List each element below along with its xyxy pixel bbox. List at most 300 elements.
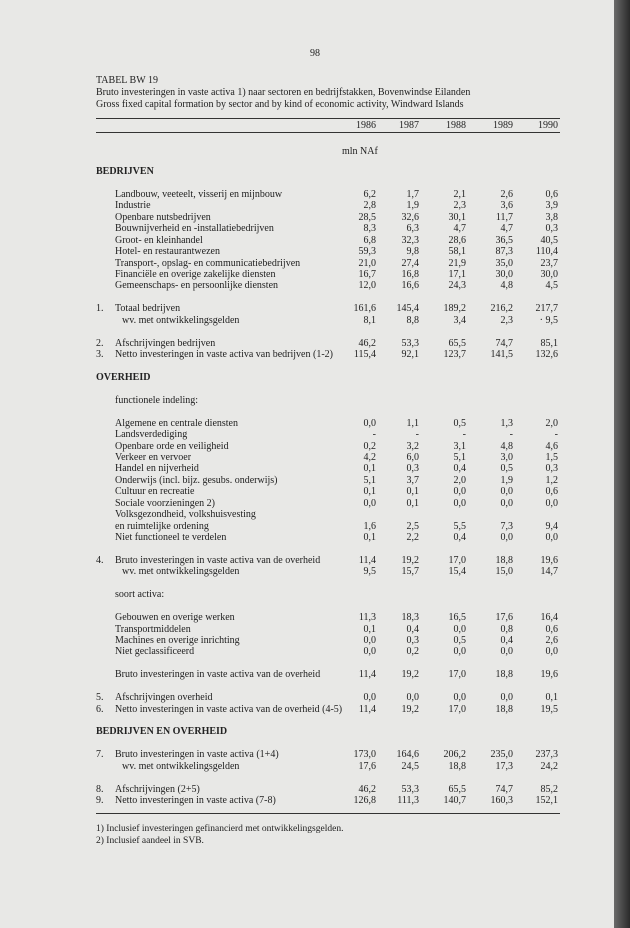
- value-cell: 0,5: [453, 634, 466, 646]
- value-cell: 30,0: [495, 268, 513, 280]
- table-row: [96, 246, 560, 257]
- value-cell: 24,2: [540, 760, 558, 772]
- row-label: Cultuur en recreatie: [115, 486, 195, 498]
- value-cell: 115,4: [353, 349, 376, 360]
- table-row: [96, 612, 560, 623]
- spacer-row: [96, 326, 560, 337]
- value-cell: 19,2: [401, 554, 419, 566]
- value-cell: 1,2: [545, 474, 558, 486]
- value-cell: 0,0: [500, 486, 513, 498]
- value-cell: 28,6: [448, 234, 466, 246]
- value-cell: 216,2: [490, 303, 513, 315]
- value-cell: 140,7: [443, 795, 466, 807]
- table-row: [96, 315, 560, 326]
- spacer-row: [96, 681, 560, 692]
- value-cell: 36,5: [495, 234, 513, 246]
- value-cell: 6,0: [406, 451, 419, 463]
- value-cell: -: [462, 429, 466, 441]
- footnote-1: 1) Inclusief investeringen gefinancierd met ontwikkelingsgelden.: [96, 824, 344, 834]
- value-cell: 17,0: [448, 703, 466, 715]
- value-cell: 11,4: [358, 669, 376, 681]
- table-row: [96, 646, 560, 657]
- row-label: wv. met ontwikkelingsgelden: [122, 566, 240, 578]
- row-label: Gemeenschaps- en persoonlijke diensten: [115, 280, 279, 292]
- value-cell: 0,1: [363, 486, 376, 498]
- row-label: functionele indeling:: [115, 394, 199, 406]
- value-cell: 92,1: [401, 349, 419, 360]
- value-cell: 1,5: [545, 451, 558, 463]
- row-label: Afschrijvingen bedrijven: [115, 337, 216, 349]
- value-cell: 21,9: [448, 257, 466, 269]
- spacer-row: [96, 360, 560, 371]
- value-cell: 4,8: [500, 280, 513, 292]
- row-label: Totaal bedrijven: [115, 303, 181, 315]
- value-cell: 53,3: [401, 337, 419, 349]
- year-header: [96, 120, 560, 132]
- row-label: Algemene en centrale diensten: [115, 417, 238, 429]
- value-cell: 1,6: [363, 520, 376, 532]
- value-cell: 85,1: [540, 337, 558, 349]
- value-cell: 40,5: [540, 234, 558, 246]
- value-cell: 2,0: [453, 474, 466, 486]
- value-cell: 0,0: [453, 692, 466, 704]
- value-cell: 17,0: [448, 554, 466, 566]
- value-cell: 1,1: [406, 417, 419, 429]
- value-cell: 0,6: [545, 486, 558, 498]
- value-cell: 11,7: [495, 211, 513, 223]
- table-row: [96, 555, 560, 566]
- table-row: [96, 349, 560, 360]
- value-cell: 0,0: [500, 692, 513, 704]
- spacer-row: [96, 383, 560, 394]
- value-cell: 173,0: [353, 749, 376, 761]
- value-cell: 0,0: [545, 497, 558, 509]
- row-label: Onderwijs (incl. bijz. gesubs. onderwijs): [115, 474, 278, 486]
- table-row: [96, 669, 560, 680]
- value-cell: 19,6: [540, 554, 558, 566]
- row-label: Bouwnijverheid en -installatiebedrijven: [115, 223, 274, 235]
- value-cell: 21,0: [358, 257, 376, 269]
- row-label: Machines en overige inrichting: [115, 634, 240, 646]
- value-cell: 161,6: [353, 303, 376, 315]
- row-label: wv. met ontwikkelingsgelden: [122, 314, 240, 326]
- value-cell: 0,0: [363, 497, 376, 509]
- table-row: [96, 200, 560, 211]
- value-cell: 164,6: [396, 749, 419, 761]
- value-cell: 0,0: [363, 692, 376, 704]
- value-cell: 4,8: [500, 440, 513, 452]
- spacer-row: [96, 578, 560, 589]
- spacer-row: [96, 177, 560, 188]
- value-cell: 152,1: [535, 795, 558, 807]
- value-cell: 1,9: [406, 200, 419, 212]
- value-cell: 9,8: [406, 246, 419, 258]
- table-row: [96, 498, 560, 509]
- value-cell: 8,3: [363, 223, 376, 235]
- top-rule: [96, 118, 560, 119]
- value-cell: 0,0: [500, 497, 513, 509]
- table-row: [96, 223, 560, 234]
- value-cell: 0,0: [500, 532, 513, 543]
- value-cell: 32,3: [401, 234, 419, 246]
- value-cell: 111,3: [397, 795, 419, 807]
- value-cell: 11,4: [358, 554, 376, 566]
- value-cell: -: [415, 429, 419, 441]
- value-cell: 3,0: [500, 451, 513, 463]
- value-cell: 0,3: [545, 463, 558, 475]
- value-cell: 19,2: [401, 669, 419, 681]
- value-cell: 35,0: [495, 257, 513, 269]
- value-cell: 18,3: [401, 612, 419, 624]
- row-label: Sociale voorzieningen 2): [115, 497, 215, 509]
- row-label: Landsverdediging: [115, 429, 188, 441]
- table-row: [96, 566, 560, 577]
- value-cell: 59,3: [358, 246, 376, 258]
- value-cell: 2,1: [453, 188, 466, 200]
- value-cell: 141,5: [490, 349, 513, 360]
- value-cell: 32,6: [401, 211, 419, 223]
- value-cell: 0,4: [453, 463, 466, 475]
- value-cell: 15,4: [448, 566, 466, 578]
- value-cell: 16,5: [448, 612, 466, 624]
- row-label: Openbare nutsbedrijven: [115, 211, 211, 223]
- value-cell: -: [554, 429, 558, 441]
- value-cell: 0,0: [500, 646, 513, 658]
- value-cell: 8,1: [363, 314, 376, 326]
- value-cell: 132,6: [535, 349, 558, 360]
- value-cell: 24,5: [401, 760, 419, 772]
- table-id: TABEL BW 19: [96, 75, 158, 86]
- value-cell: 5,1: [453, 451, 466, 463]
- row-label: Groot- en kleinhandel: [115, 234, 203, 246]
- table-row: [96, 418, 560, 429]
- value-cell: 8,8: [406, 314, 419, 326]
- value-cell: 17,6: [495, 612, 513, 624]
- year-1987: 1987: [399, 120, 419, 131]
- year-1990: 1990: [538, 120, 558, 131]
- row-label: BEDRIJVEN EN OVERHEID: [96, 726, 228, 738]
- value-cell: 0,8: [500, 623, 513, 635]
- row-number: 1.: [96, 303, 104, 315]
- value-cell: 235,0: [490, 749, 513, 761]
- table-row: [96, 235, 560, 246]
- value-cell: 2,6: [500, 188, 513, 200]
- value-cell: 85,2: [540, 783, 558, 795]
- value-cell: 0,6: [545, 188, 558, 200]
- spacer-row: [96, 601, 560, 612]
- value-cell: 0,0: [453, 497, 466, 509]
- row-label: en ruimtelijke ordening: [115, 520, 209, 532]
- value-cell: 16,8: [401, 268, 419, 280]
- value-cell: 0,1: [406, 486, 419, 498]
- table-row: [96, 486, 560, 497]
- footnote-2: 2) Inclusief aandeel in SVB.: [96, 836, 204, 846]
- row-number: 3.: [96, 349, 104, 360]
- value-cell: 16,6: [401, 280, 419, 292]
- value-cell: 15,7: [401, 566, 419, 578]
- value-cell: 0,1: [363, 532, 376, 543]
- value-cell: 3,4: [453, 314, 466, 326]
- value-cell: 0,2: [363, 440, 376, 452]
- value-cell: 28,5: [358, 211, 376, 223]
- table-row: [96, 463, 560, 474]
- value-cell: 237,3: [535, 749, 558, 761]
- value-cell: 12,0: [358, 280, 376, 292]
- value-cell: 2,3: [500, 314, 513, 326]
- value-cell: 24,3: [448, 280, 466, 292]
- value-cell: 0,0: [545, 532, 558, 543]
- row-label: Niet functioneel te verdelen: [115, 532, 227, 543]
- value-cell: 126,8: [353, 795, 376, 807]
- value-cell: 11,4: [358, 703, 376, 715]
- table-row: [96, 280, 560, 291]
- row-label: OVERHEID: [96, 371, 151, 383]
- value-cell: 2,8: [363, 200, 376, 212]
- row-number: 4.: [96, 554, 104, 566]
- value-cell: 0,1: [363, 623, 376, 635]
- row-number: 5.: [96, 692, 104, 704]
- value-cell: 1,7: [406, 188, 419, 200]
- value-cell: 5,1: [363, 474, 376, 486]
- value-cell: 4,6: [545, 440, 558, 452]
- value-cell: 145,4: [396, 303, 419, 315]
- row-label: soort activa:: [115, 589, 165, 601]
- row-label: Openbare orde en veiligheid: [115, 440, 229, 452]
- table-row: [96, 258, 560, 269]
- row-label: Transport-, opslag- en communicatiebedrijven: [115, 257, 301, 269]
- value-cell: 74,7: [495, 337, 513, 349]
- value-cell: 0,0: [453, 623, 466, 635]
- table-row: [96, 784, 560, 795]
- row-label: Bruto investeringen in vaste activa van de overheid: [115, 554, 321, 566]
- row-label: Landbouw, veeteelt, visserij en mijnbouw: [115, 188, 283, 200]
- row-label: Industrie: [115, 200, 151, 212]
- table-row: [96, 429, 560, 440]
- value-cell: 2,2: [406, 532, 419, 543]
- table-row: [96, 269, 560, 280]
- value-cell: 17,1: [448, 268, 466, 280]
- value-cell: 14,7: [540, 566, 558, 578]
- value-cell: 217,7: [535, 303, 558, 315]
- row-label: BEDRIJVEN: [96, 166, 154, 177]
- value-cell: 18,8: [448, 760, 466, 772]
- value-cell: 16,7: [358, 268, 376, 280]
- section-heading: [96, 166, 560, 177]
- value-cell: 74,7: [495, 783, 513, 795]
- row-label: Netto investeringen in vaste activa van de overheid (4-5): [115, 703, 343, 715]
- row-label: Bruto investeringen in vaste activa van de overheid: [115, 669, 321, 681]
- value-cell: 2,5: [406, 520, 419, 532]
- value-cell: 0,1: [406, 497, 419, 509]
- value-cell: 0,3: [406, 634, 419, 646]
- row-label: Niet geclassificeerd: [115, 646, 195, 658]
- table-row: [96, 589, 560, 600]
- table-row: [96, 624, 560, 635]
- value-cell: 4,7: [453, 223, 466, 235]
- row-label: Verkeer en vervoer: [115, 451, 192, 463]
- table-row: [96, 212, 560, 223]
- row-number: 8.: [96, 783, 104, 795]
- value-cell: 0,6: [545, 623, 558, 635]
- table-row: [96, 704, 560, 715]
- value-cell: 6,3: [406, 223, 419, 235]
- value-cell: 23,7: [540, 257, 558, 269]
- value-cell: 1,3: [500, 417, 513, 429]
- table-row: [96, 521, 560, 532]
- table-row: [96, 189, 560, 200]
- value-cell: 6,8: [363, 234, 376, 246]
- value-cell: 4,5: [545, 280, 558, 292]
- row-label: Gebouwen en overige werken: [115, 612, 235, 624]
- table-row: [96, 635, 560, 646]
- row-number: 2.: [96, 337, 104, 349]
- value-cell: 5,5: [453, 520, 466, 532]
- row-label: Transportmiddelen: [115, 623, 191, 635]
- value-cell: 160,3: [490, 795, 513, 807]
- value-cell: 2,6: [545, 634, 558, 646]
- spacer-row: [96, 715, 560, 726]
- value-cell: 65,5: [448, 337, 466, 349]
- row-label: Afschrijvingen overheid: [115, 692, 213, 704]
- section-heading: [96, 726, 560, 737]
- row-label: Bruto investeringen in vaste activa (1+4): [115, 749, 279, 761]
- value-cell: 3,9: [545, 200, 558, 212]
- value-cell: 2,0: [545, 417, 558, 429]
- spacer-row: [96, 543, 560, 554]
- table-row: [96, 692, 560, 703]
- row-number: 9.: [96, 795, 104, 807]
- value-cell: 19,5: [540, 703, 558, 715]
- unit-label: mln NAf: [342, 146, 378, 157]
- value-cell: 189,2: [443, 303, 466, 315]
- value-cell: 19,2: [401, 703, 419, 715]
- scan-edge: [614, 0, 630, 928]
- value-cell: 0,1: [363, 463, 376, 475]
- value-cell: 18,8: [495, 554, 513, 566]
- value-cell: 0,5: [500, 463, 513, 475]
- spacer-row: [96, 658, 560, 669]
- value-cell: 16,4: [540, 612, 558, 624]
- value-cell: 15,0: [495, 566, 513, 578]
- table-row: [96, 761, 560, 772]
- value-cell: 0,0: [363, 417, 376, 429]
- table-row: [96, 338, 560, 349]
- row-label: Hotel- en restaurantwezen: [115, 246, 220, 258]
- value-cell: 0,0: [363, 646, 376, 658]
- value-cell: 0,4: [406, 623, 419, 635]
- value-cell: 4,2: [363, 451, 376, 463]
- value-cell: 46,2: [358, 337, 376, 349]
- value-cell: 0,4: [500, 634, 513, 646]
- spacer-row: [96, 738, 560, 749]
- title-dutch: Bruto investeringen in vaste activa 1) naar sectoren en bedrijfstakken, Bovenwindse Eilanden: [96, 87, 471, 98]
- row-number: 6.: [96, 703, 104, 715]
- value-cell: 87,3: [495, 246, 513, 258]
- value-cell: 9,4: [545, 520, 558, 532]
- value-cell: 3,7: [406, 474, 419, 486]
- value-cell: 0,4: [453, 532, 466, 543]
- table-row: [96, 509, 560, 520]
- title-english: Gross fixed capital formation by sector and by kind of economic activity, Windward Islands: [96, 99, 464, 110]
- row-label: Handel en nijverheid: [115, 463, 199, 475]
- table-row: [96, 452, 560, 463]
- value-cell: 3,8: [545, 211, 558, 223]
- value-cell: 58,1: [448, 246, 466, 258]
- value-cell: 110,4: [535, 246, 558, 258]
- value-cell: · 9,5: [539, 314, 558, 326]
- value-cell: 17,6: [358, 760, 376, 772]
- year-1988: 1988: [446, 120, 466, 131]
- value-cell: 0,2: [406, 646, 419, 658]
- value-cell: 0,3: [406, 463, 419, 475]
- row-label: Netto investeringen in vaste activa van bedrijven (1-2): [115, 349, 333, 360]
- page-number: 98: [310, 48, 320, 59]
- data-table: [96, 166, 560, 807]
- year-1989: 1989: [493, 120, 513, 131]
- header-rule: [96, 132, 560, 133]
- table-row: [96, 303, 560, 314]
- value-cell: 4,7: [500, 223, 513, 235]
- value-cell: -: [372, 429, 376, 441]
- value-cell: 0,3: [545, 223, 558, 235]
- row-label: Volksgezondheid, volkshuisvesting: [115, 509, 256, 521]
- value-cell: 30,1: [448, 211, 466, 223]
- spacer-row: [96, 406, 560, 417]
- table-row: [96, 475, 560, 486]
- value-cell: 46,2: [358, 783, 376, 795]
- value-cell: 206,2: [443, 749, 466, 761]
- value-cell: 11,3: [358, 612, 376, 624]
- value-cell: 6,2: [363, 188, 376, 200]
- row-label: wv. met ontwikkelingsgelden: [122, 760, 240, 772]
- value-cell: 7,3: [500, 520, 513, 532]
- table-row: [96, 441, 560, 452]
- table-row: [96, 395, 560, 406]
- value-cell: -: [509, 429, 513, 441]
- value-cell: 17,3: [495, 760, 513, 772]
- year-1986: 1986: [356, 120, 376, 131]
- value-cell: 19,6: [540, 669, 558, 681]
- row-label: Financiële en overige zakelijke diensten: [115, 268, 276, 280]
- value-cell: 1,9: [500, 474, 513, 486]
- spacer-row: [96, 772, 560, 783]
- value-cell: 0,0: [453, 646, 466, 658]
- value-cell: 18,8: [495, 669, 513, 681]
- value-cell: 27,4: [401, 257, 419, 269]
- value-cell: 0,0: [406, 692, 419, 704]
- bottom-rule: [96, 813, 560, 814]
- section-heading: [96, 372, 560, 383]
- value-cell: 123,7: [443, 349, 466, 360]
- value-cell: 17,0: [448, 669, 466, 681]
- row-label: Netto investeringen in vaste activa (7-8): [115, 795, 276, 807]
- value-cell: 53,3: [401, 783, 419, 795]
- value-cell: 9,5: [363, 566, 376, 578]
- spacer-row: [96, 292, 560, 303]
- row-number: 7.: [96, 749, 104, 761]
- table-row: [96, 795, 560, 806]
- value-cell: 0,0: [453, 486, 466, 498]
- value-cell: 18,8: [495, 703, 513, 715]
- value-cell: 3,2: [406, 440, 419, 452]
- value-cell: 65,5: [448, 783, 466, 795]
- value-cell: 3,6: [500, 200, 513, 212]
- value-cell: 30,0: [540, 268, 558, 280]
- value-cell: 0,1: [545, 692, 558, 704]
- table-row: [96, 532, 560, 543]
- value-cell: 0,0: [363, 634, 376, 646]
- value-cell: 3,1: [453, 440, 466, 452]
